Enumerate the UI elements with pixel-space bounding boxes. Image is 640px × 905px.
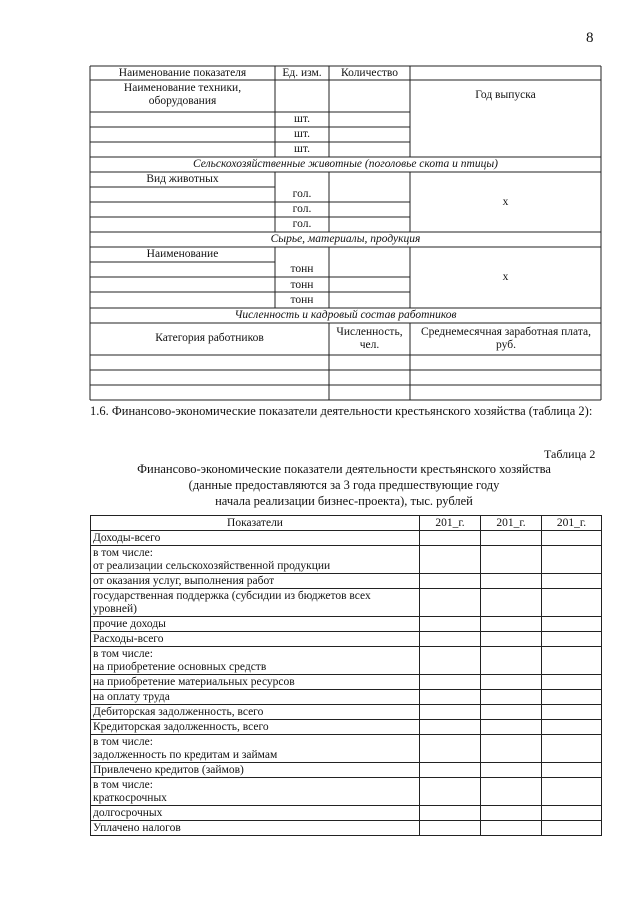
value-cell xyxy=(481,589,542,617)
t1-staff-count: Численность, чел. xyxy=(336,326,403,351)
table-row xyxy=(91,763,602,778)
value-cell xyxy=(420,821,481,836)
value-cell xyxy=(420,617,481,632)
value-cell xyxy=(542,647,602,675)
row-label: государственная поддержка (субсидии из бюджетов всех уровней) xyxy=(91,589,420,617)
table2-caption: Таблица 2 xyxy=(544,447,596,461)
value-cell xyxy=(481,531,542,546)
table2-title-line3: начала реализации бизнес-проекта), тыс. рублей xyxy=(215,494,473,508)
header-year: 201_г. xyxy=(420,516,481,531)
table-row xyxy=(91,531,602,546)
t1-staff-section: Численность и кадровый состав работников xyxy=(234,309,457,321)
value-cell xyxy=(420,632,481,647)
table-row xyxy=(91,675,602,690)
table-row xyxy=(91,720,602,735)
table2-title-line1: Финансово-экономические показатели деятельности крестьянского хозяйства xyxy=(137,462,551,476)
row-label: Доходы-всего xyxy=(91,531,420,546)
value-cell xyxy=(481,821,542,836)
row-label: от оказания услуг, выполнения работ xyxy=(91,574,420,589)
value-cell xyxy=(481,632,542,647)
table-row xyxy=(91,617,602,632)
value-cell xyxy=(420,705,481,720)
value-cell xyxy=(420,574,481,589)
t1-equipment-unit: шт. xyxy=(294,128,310,140)
value-cell xyxy=(481,705,542,720)
t1-animals-section: Сельскохозяйственные животные (поголовье скота и птицы) xyxy=(193,158,498,170)
header-indicators: Показатели xyxy=(91,516,420,531)
table-row xyxy=(91,735,602,763)
value-cell xyxy=(542,778,602,806)
value-cell xyxy=(542,589,602,617)
t1-equipment-label: Наименование техники, оборудования xyxy=(123,82,242,107)
value-cell xyxy=(481,574,542,589)
value-cell xyxy=(542,546,602,574)
t1-equipment-unit: шт. xyxy=(294,113,310,125)
value-cell xyxy=(420,720,481,735)
t1-animals-mark: x xyxy=(502,196,509,208)
value-cell xyxy=(542,763,602,778)
value-cell xyxy=(420,546,481,574)
row-label: в том числе: краткосрочных xyxy=(91,778,420,806)
value-cell xyxy=(542,675,602,690)
t1-header-unit: Ед. изм. xyxy=(282,67,322,79)
value-cell xyxy=(481,806,542,821)
value-cell xyxy=(542,617,602,632)
value-cell xyxy=(481,720,542,735)
value-cell xyxy=(420,735,481,763)
table-row xyxy=(91,778,602,806)
value-cell xyxy=(542,632,602,647)
value-cell xyxy=(542,821,602,836)
t1-animals-unit: гол. xyxy=(292,218,312,230)
value-cell xyxy=(420,647,481,675)
table-row xyxy=(91,589,602,617)
row-label: в том числе: на приобретение основных средств xyxy=(91,647,420,675)
table-row xyxy=(91,632,602,647)
value-cell xyxy=(542,705,602,720)
table-row xyxy=(91,690,602,705)
value-cell xyxy=(420,690,481,705)
table-row xyxy=(91,574,602,589)
value-cell xyxy=(481,690,542,705)
table-row xyxy=(91,546,602,574)
t1-staff-salary: Среднемесячная заработная плата, руб. xyxy=(421,326,591,351)
t1-equipment-unit: шт. xyxy=(294,143,310,155)
table-row xyxy=(91,705,602,720)
value-cell xyxy=(481,546,542,574)
page-number: 8 xyxy=(586,30,594,46)
row-label: в том числе: задолженность по кредитам и займам xyxy=(91,735,420,763)
t1-materials-unit: тонн xyxy=(290,263,314,275)
table2-title-line2: (данные предоставляются за 3 года предшествующие году xyxy=(188,478,500,492)
t1-materials-unit: тонн xyxy=(290,279,314,291)
value-cell xyxy=(481,617,542,632)
value-cell xyxy=(481,763,542,778)
table-row xyxy=(91,821,602,836)
t1-animals-kind: Вид животных xyxy=(146,173,219,185)
value-cell xyxy=(420,763,481,778)
value-cell xyxy=(420,589,481,617)
row-label: Уплачено налогов xyxy=(91,821,420,836)
header-year: 201_г. xyxy=(542,516,602,531)
row-label: долгосрочных xyxy=(91,806,420,821)
value-cell xyxy=(542,735,602,763)
value-cell xyxy=(542,720,602,735)
table-row xyxy=(91,647,602,675)
value-cell xyxy=(542,531,602,546)
financial-table xyxy=(90,515,602,836)
t1-materials-name: Наименование xyxy=(146,248,219,260)
row-label: на приобретение материальных ресурсов xyxy=(91,675,420,690)
value-cell xyxy=(420,806,481,821)
t1-year-label: Год выпуска xyxy=(475,89,536,101)
value-cell xyxy=(481,735,542,763)
t1-animals-unit: гол. xyxy=(292,203,312,215)
t1-header-quantity: Количество xyxy=(341,67,398,79)
value-cell xyxy=(420,531,481,546)
row-label: Дебиторская задолженность, всего xyxy=(91,705,420,720)
row-label: Кредиторская задолженность, всего xyxy=(91,720,420,735)
t1-materials-mark: x xyxy=(502,271,509,283)
value-cell xyxy=(481,778,542,806)
value-cell xyxy=(420,675,481,690)
table-row xyxy=(91,806,602,821)
value-cell xyxy=(420,778,481,806)
header-year: 201_г. xyxy=(481,516,542,531)
t1-animals-unit: гол. xyxy=(292,188,312,200)
row-label: на оплату труда xyxy=(91,690,420,705)
t1-materials-unit: тонн xyxy=(290,294,314,306)
value-cell xyxy=(481,675,542,690)
row-label: прочие доходы xyxy=(91,617,420,632)
t1-staff-category: Категория работников xyxy=(155,332,264,344)
value-cell xyxy=(542,806,602,821)
row-label: Расходы-всего xyxy=(91,632,420,647)
table-header-row xyxy=(91,516,602,531)
value-cell xyxy=(481,647,542,675)
section-paragraph: 1.6. Финансово-экономические показатели деятельности крестьянского хозяйства (таблица 2): xyxy=(90,404,593,418)
t1-materials-section: Сырье, материалы, продукция xyxy=(270,233,421,245)
t1-header-name: Наименование показателя xyxy=(118,67,247,79)
value-cell xyxy=(542,574,602,589)
value-cell xyxy=(542,690,602,705)
row-label: Привлечено кредитов (займов) xyxy=(91,763,420,778)
row-label: в том числе: от реализации сельскохозяйственной продукции xyxy=(91,546,420,574)
